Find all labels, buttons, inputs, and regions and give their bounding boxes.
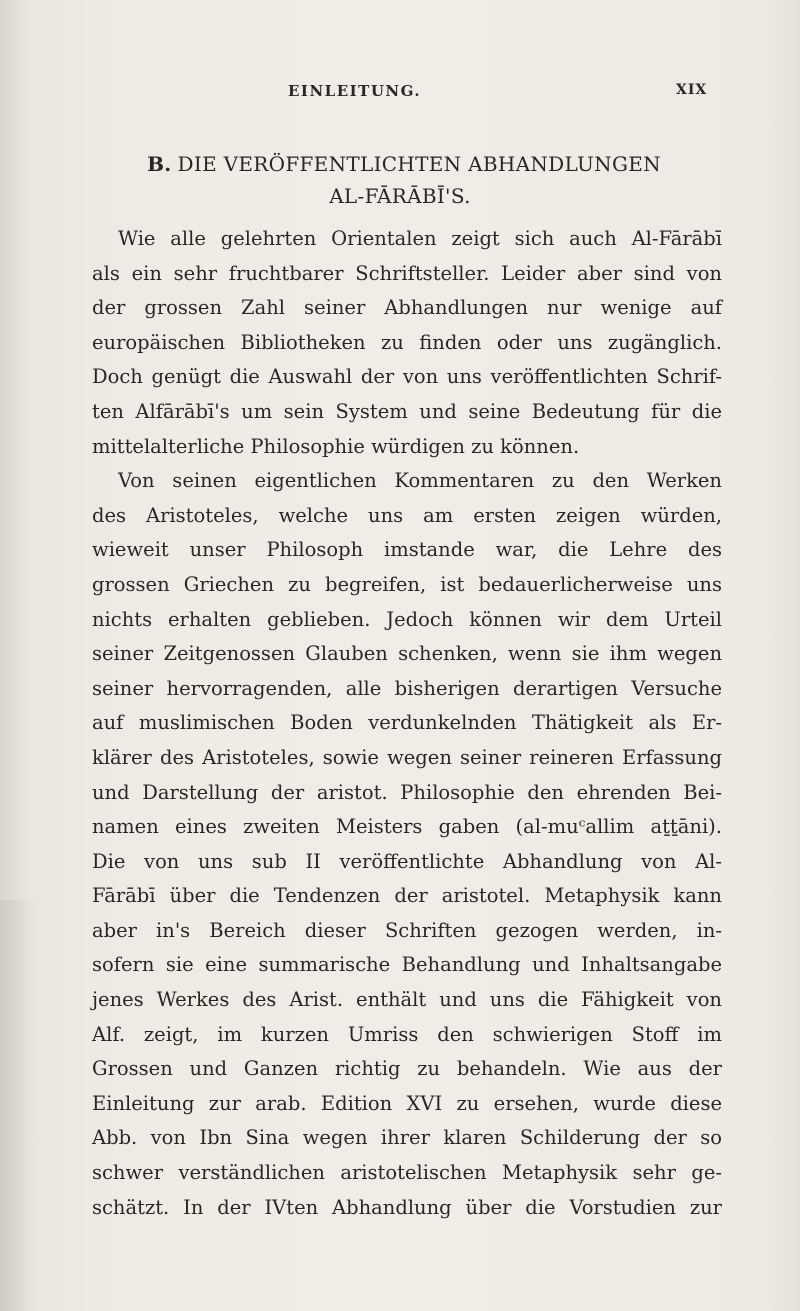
text-line: auf muslimischen Boden verdunkelnden Thätigkeit als Er- <box>92 711 722 735</box>
text-line: als ein sehr fruchtbarer Schriftsteller. Leider aber sind von <box>92 261 722 285</box>
text-line: Grossen und Ganzen richtig zu behandeln. Wie aus der <box>92 1057 722 1081</box>
text-line: Doch genügt die Auswahl der von uns veröffentlichten Schrif- <box>92 365 722 389</box>
text-line: Einleitung zur arab. Edition XVI zu ersehen, wurde diese <box>92 1091 722 1115</box>
text-line: Alf. zeigt, im kurzen Umriss den schwierigen Stoff im <box>92 1022 722 1046</box>
text-line: Abb. von Ibn Sina wegen ihrer klaren Schilderung der so <box>92 1126 722 1150</box>
section-heading <box>0 148 800 212</box>
section-title-line-1: DIE VERÖFFENTLICHTEN ABHANDLUNGEN <box>177 152 661 176</box>
text-line: wieweit unser Philosoph imstande war, die Lehre des <box>92 538 722 562</box>
page-number: XIX <box>676 82 708 98</box>
text-line: Fārābī über die Tendenzen der aristotel. Metaphysik kann <box>92 884 722 908</box>
text-line: klärer des Aristoteles, sowie wegen seiner reineren Erfassung <box>92 745 722 769</box>
page-shadow <box>0 900 40 1311</box>
text-line: und Darstellung der aristot. Philosophie den ehrenden Bei- <box>92 780 722 804</box>
text-line: nichts erhalten geblieben. Jedoch können wir dem Urteil <box>92 607 722 631</box>
section-heading-line-1 <box>0 148 800 180</box>
text-line: schätzt. In der IVten Abhandlung über die Vorstudien zur <box>92 1195 722 1219</box>
text-line: grossen Griechen zu begreifen, ist bedauerlicherweise uns <box>92 572 722 596</box>
text-line: namen eines zweiten Meisters gaben (al-muᶜallim aṯṯāni). <box>92 815 722 839</box>
text-line: seiner Zeitgenossen Glauben schenken, wenn sie ihm wegen <box>92 642 722 666</box>
text-line: Von seinen eigentlichen Kommentaren zu den Werken <box>118 469 722 493</box>
section-number: B. <box>147 152 172 176</box>
text-line: ten Alfārābī's um sein System und seine Bedeutung für die <box>92 399 722 423</box>
text-line: europäischen Bibliotheken zu finden oder uns zugänglich. <box>92 330 722 354</box>
text-line: mittelalterliche Philosophie würdigen zu können. <box>92 434 580 458</box>
running-head <box>0 82 800 106</box>
text-line: sofern sie eine summarische Behandlung und Inhaltsangabe <box>92 953 722 977</box>
text-line: seiner hervorragenden, alle bisherigen derartigen Versuche <box>92 676 722 700</box>
body-text <box>92 222 722 1225</box>
text-line: schwer verständlichen aristotelischen Metaphysik sehr ge- <box>92 1161 722 1185</box>
text-line: des Aristoteles, welche uns am ersten zeigen würden, <box>92 503 722 527</box>
text-line: aber in's Bereich dieser Schriften gezogen werden, in- <box>92 918 722 942</box>
text-line: Die von uns sub II veröffentlichte Abhandlung von Al- <box>92 849 722 873</box>
running-head-title: EINLEITUNG. <box>288 82 422 100</box>
text-line: jenes Werkes des Arist. enthält und uns die Fähigkeit von <box>92 988 722 1012</box>
text-line: Wie alle gelehrten Orientalen zeigt sich auch Al-Fārābī <box>118 227 722 250</box>
text-line: der grossen Zahl seiner Abhandlungen nur wenige auf <box>92 296 722 320</box>
section-title-line-2: AL-FĀRĀBĪ'S. <box>329 184 471 208</box>
